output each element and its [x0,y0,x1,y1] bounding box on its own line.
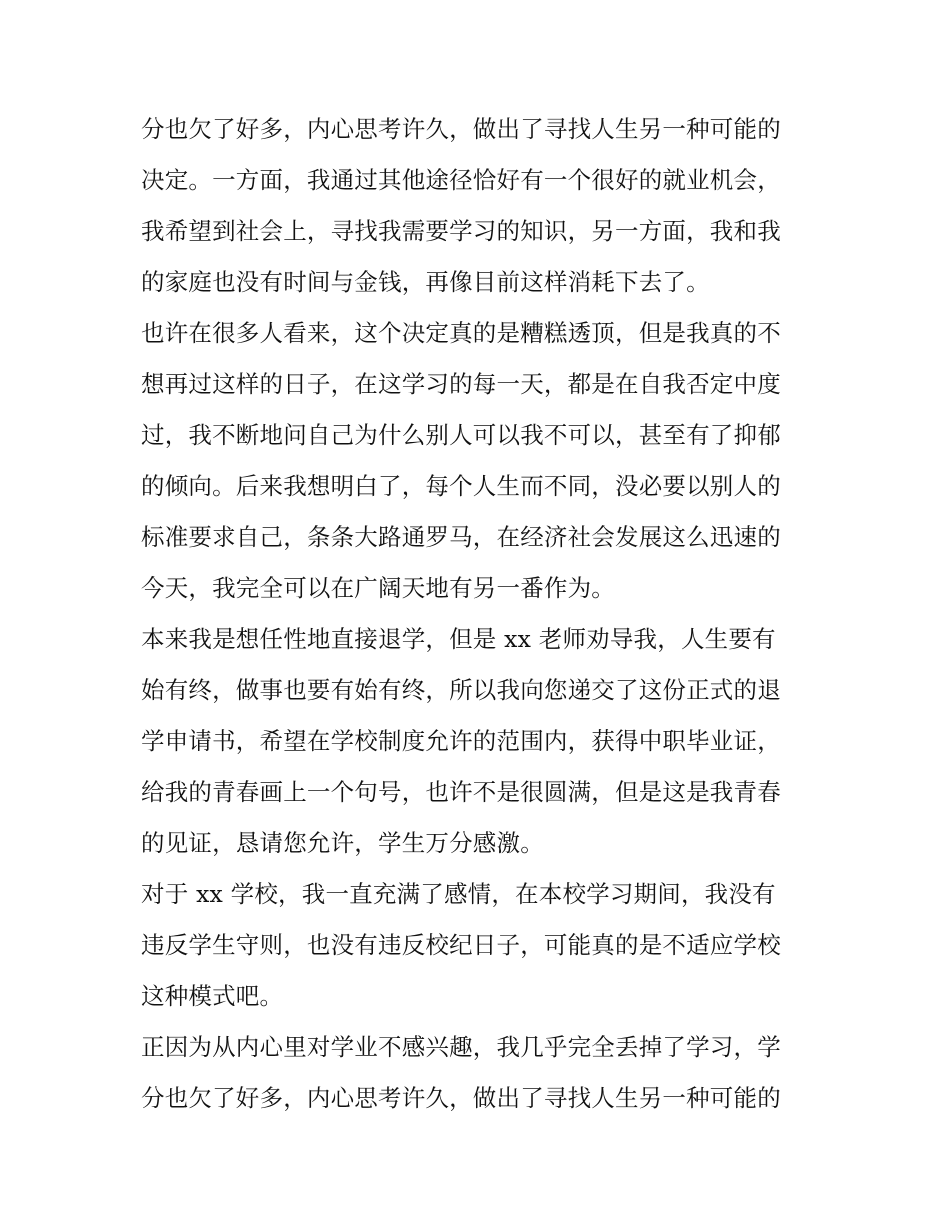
text-line: 我希望到社会上，寻找我需要学习的知识，另一方面，我和我 [141,217,781,245]
text-line: 这种模式吧。 [141,982,284,1010]
text-line: 的见证，恳请您允许，学生万分感激。 [141,829,544,857]
text-line: 分也欠了好多，内心思考许久，做出了寻找人生另一种可能的 [141,1084,781,1112]
text-line: 分也欠了好多，内心思考许久，做出了寻找人生另一种可能的 [141,115,781,143]
text-line: 过，我不断地问自己为什么别人可以我不可以，甚至有了抑郁 [141,421,781,449]
text-line: 对于 xx 学校，我一直充满了感情，在本校学习期间，我没有 [141,880,776,908]
text-line: 正因为从内心里对学业不感兴趣，我几乎完全丢掉了学习，学 [141,1033,781,1061]
text-line: 想再过这样的日子，在这学习的每一天，都是在自我否定中度 [141,370,781,398]
text-line: 学申请书，希望在学校制度允许的范围内，获得中职毕业证， [141,727,781,755]
text-line: 今天，我完全可以在广阔天地有另一番作为。 [141,574,615,602]
text-line: 给我的青春画上一个句号，也许不是很圆满，但是这是我青春 [141,778,781,806]
text-line: 的倾向。后来我想明白了，每个人生而不同，没必要以别人的 [141,472,781,500]
text-line: 也许在很多人看来，这个决定真的是糟糕透顶，但是我真的不 [141,319,781,347]
body-text [141,104,813,1124]
text-line: 违反学生守则，也没有违反校纪日子，可能真的是不适应学校 [141,931,781,959]
text-line: 标准要求自己，条条大路通罗马，在经济社会发展这么迅速的 [141,523,781,551]
text-line: 决定。一方面，我通过其他途径恰好有一个很好的就业机会， [141,166,781,194]
text-line: 始有终，做事也要有始有终，所以我向您递交了这份正式的退 [141,676,781,704]
text-line: 本来我是想任性地直接退学，但是 xx 老师劝导我，人生要有 [141,625,776,653]
text-line: 的家庭也没有时间与金钱，再像目前这样消耗下去了。 [141,268,710,296]
